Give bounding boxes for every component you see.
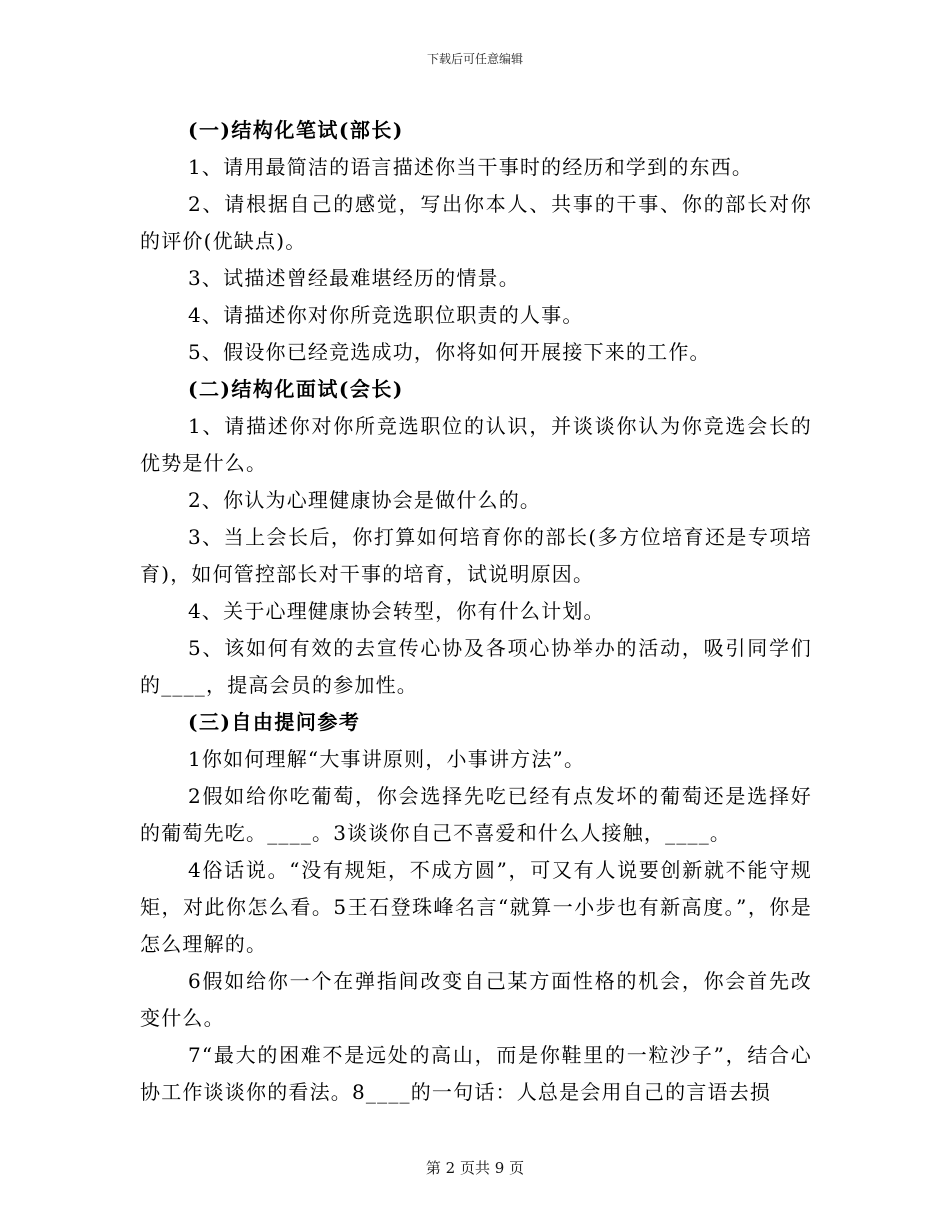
question-item: 2、请根据自己的感觉，写出你本人、共事的干事、你的部长对你的评价(优缺点)。 (140, 192, 812, 253)
question-item: 4、请描述你对你所竞选职位职责的人事。 (188, 303, 584, 327)
section-title-free-questions: (三)自由提问参考 (188, 710, 361, 734)
question-item: 5、该如何有效的去宣传心协及各项心协举办的活动，吸引同学们的____，提高会员的参加性。 (140, 636, 812, 697)
question-item: 3、当上会长后，你打算如何培育你的部长(多方位培育还是专项培育)，如何管控部长对干事的培育，试说明原因。 (140, 525, 812, 586)
question-item: 2、你认为心理健康协会是做什么的。 (188, 488, 542, 512)
question-item: 3、试描述曾经最难堪经历的情景。 (188, 266, 520, 290)
question-item: 7“最大的困难不是远处的高山，而是你鞋里的一粒沙子”，结合心协工作谈谈你的看法。8____的一句话：人总是会用自己的言语去损 (140, 1043, 812, 1104)
question-item: 4、关于心理健康协会转型，你有什么计划。 (188, 599, 605, 623)
question-item: 6假如给你一个在弹指间改变自己某方面性格的机会，你会首先改变什么。 (140, 969, 812, 1030)
question-item: 1、请描述你对你所竞选职位的认识，并谈谈你认为你竞选会长的优势是什么。 (140, 414, 812, 475)
question-item: 1你如何理解“大事讲原则，小事讲方法”。 (188, 747, 586, 771)
section-title-interview: (二)结构化面试(会长) (188, 377, 404, 401)
document-body (140, 112, 812, 1111)
question-item: 2假如给你吃葡萄，你会选择先吃已经有点发坏的葡萄还是选择好的葡萄先吃。____。3谈谈你自己不喜爱和什么人接触，____。 (140, 784, 812, 845)
question-item: 4俗话说。“没有规矩，不成方圆”，可又有人说要创新就不能守规矩，对此你怎么看。5王石登珠峰名言“就算一小步也有新高度。”，你是怎么理解的。 (140, 858, 812, 956)
section-title-written-test: (一)结构化笔试(部长) (188, 118, 404, 142)
page-footer: 第 2 页共 9 页 (425, 1159, 525, 1177)
question-item: 1、请用最简洁的语言描述你当干事时的经历和学到的东西。 (188, 155, 754, 179)
page-header: 下载后可任意编辑 (426, 52, 523, 66)
question-item: 5、假设你已经竞选成功，你将如何开展接下来的工作。 (188, 340, 711, 364)
